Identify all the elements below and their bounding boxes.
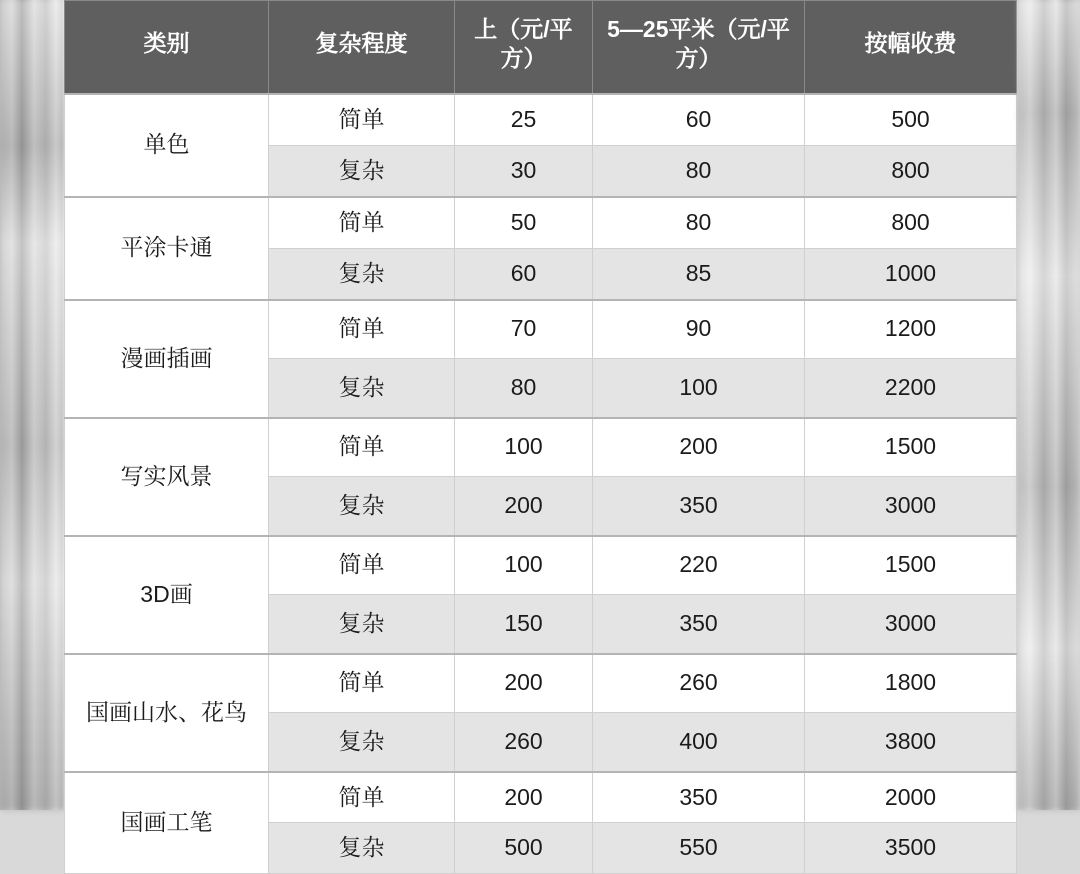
cell-price-small: 200 bbox=[455, 654, 593, 713]
cell-price-per-piece: 3500 bbox=[805, 823, 1017, 874]
cell-price-per-piece: 2000 bbox=[805, 772, 1017, 823]
cell-price-per-piece: 1000 bbox=[805, 248, 1017, 299]
cell-price-small: 30 bbox=[455, 145, 593, 196]
cell-price-per-piece: 800 bbox=[805, 145, 1017, 196]
cell-price-medium: 350 bbox=[593, 772, 805, 823]
cell-complexity: 复杂 bbox=[269, 145, 455, 196]
table-row bbox=[65, 772, 1017, 823]
cell-price-medium: 90 bbox=[593, 300, 805, 359]
cell-price-medium: 350 bbox=[593, 477, 805, 536]
cell-price-small: 100 bbox=[455, 418, 593, 477]
cell-price-medium: 80 bbox=[593, 197, 805, 248]
cell-price-per-piece: 3000 bbox=[805, 477, 1017, 536]
cell-complexity: 简单 bbox=[269, 197, 455, 248]
cell-category: 国画山水、花鸟 bbox=[65, 654, 269, 772]
cell-price-per-piece: 3000 bbox=[805, 595, 1017, 654]
cell-price-medium: 550 bbox=[593, 823, 805, 874]
cell-price-medium: 350 bbox=[593, 595, 805, 654]
column-header-category: 类别 bbox=[65, 1, 269, 95]
table-row bbox=[65, 94, 1017, 145]
table-row bbox=[65, 418, 1017, 477]
cell-complexity: 简单 bbox=[269, 418, 455, 477]
cell-complexity: 复杂 bbox=[269, 359, 455, 418]
cell-price-medium: 200 bbox=[593, 418, 805, 477]
cell-price-per-piece: 1800 bbox=[805, 654, 1017, 713]
column-header-price-small: 上（元/平方） bbox=[455, 1, 593, 95]
cell-price-small: 25 bbox=[455, 94, 593, 145]
cell-category: 国画工笔 bbox=[65, 772, 269, 874]
table-row bbox=[65, 654, 1017, 713]
cell-price-small: 260 bbox=[455, 713, 593, 772]
column-header-price-medium: 5—25平米（元/平方） bbox=[593, 1, 805, 95]
cell-price-per-piece: 3800 bbox=[805, 713, 1017, 772]
price-table bbox=[64, 0, 1017, 874]
price-table-container bbox=[64, 0, 1016, 861]
cell-price-small: 80 bbox=[455, 359, 593, 418]
cell-price-medium: 60 bbox=[593, 94, 805, 145]
cell-complexity: 复杂 bbox=[269, 477, 455, 536]
table-header bbox=[65, 1, 1017, 95]
cell-price-medium: 100 bbox=[593, 359, 805, 418]
cell-price-per-piece: 1500 bbox=[805, 536, 1017, 595]
cell-complexity: 复杂 bbox=[269, 248, 455, 299]
cell-price-medium: 220 bbox=[593, 536, 805, 595]
cell-price-medium: 80 bbox=[593, 145, 805, 196]
cell-complexity: 简单 bbox=[269, 654, 455, 713]
cell-price-small: 200 bbox=[455, 772, 593, 823]
cell-price-small: 200 bbox=[455, 477, 593, 536]
cell-category: 漫画插画 bbox=[65, 300, 269, 418]
cell-price-small: 150 bbox=[455, 595, 593, 654]
column-header-price-per-piece: 按幅收费 bbox=[805, 1, 1017, 95]
cell-complexity: 简单 bbox=[269, 300, 455, 359]
table-row bbox=[65, 197, 1017, 248]
cell-price-medium: 400 bbox=[593, 713, 805, 772]
cell-price-per-piece: 2200 bbox=[805, 359, 1017, 418]
table-header-row bbox=[65, 1, 1017, 95]
cell-complexity: 复杂 bbox=[269, 713, 455, 772]
cell-price-small: 50 bbox=[455, 197, 593, 248]
cell-price-per-piece: 1200 bbox=[805, 300, 1017, 359]
cell-complexity: 简单 bbox=[269, 772, 455, 823]
cell-category: 写实风景 bbox=[65, 418, 269, 536]
cell-price-small: 70 bbox=[455, 300, 593, 359]
cell-price-small: 60 bbox=[455, 248, 593, 299]
cell-complexity: 简单 bbox=[269, 94, 455, 145]
cell-complexity: 复杂 bbox=[269, 823, 455, 874]
table-row bbox=[65, 300, 1017, 359]
cell-price-per-piece: 1500 bbox=[805, 418, 1017, 477]
cell-price-per-piece: 500 bbox=[805, 94, 1017, 145]
cell-price-small: 100 bbox=[455, 536, 593, 595]
table-row bbox=[65, 536, 1017, 595]
cell-price-small: 500 bbox=[455, 823, 593, 874]
cell-category: 单色 bbox=[65, 94, 269, 197]
cell-price-medium: 85 bbox=[593, 248, 805, 299]
cell-category: 平涂卡通 bbox=[65, 197, 269, 300]
column-header-complexity: 复杂程度 bbox=[269, 1, 455, 95]
cell-complexity: 简单 bbox=[269, 536, 455, 595]
cell-complexity: 复杂 bbox=[269, 595, 455, 654]
table-body bbox=[65, 94, 1017, 874]
cell-price-medium: 260 bbox=[593, 654, 805, 713]
cell-category: 3D画 bbox=[65, 536, 269, 654]
cell-price-per-piece: 800 bbox=[805, 197, 1017, 248]
